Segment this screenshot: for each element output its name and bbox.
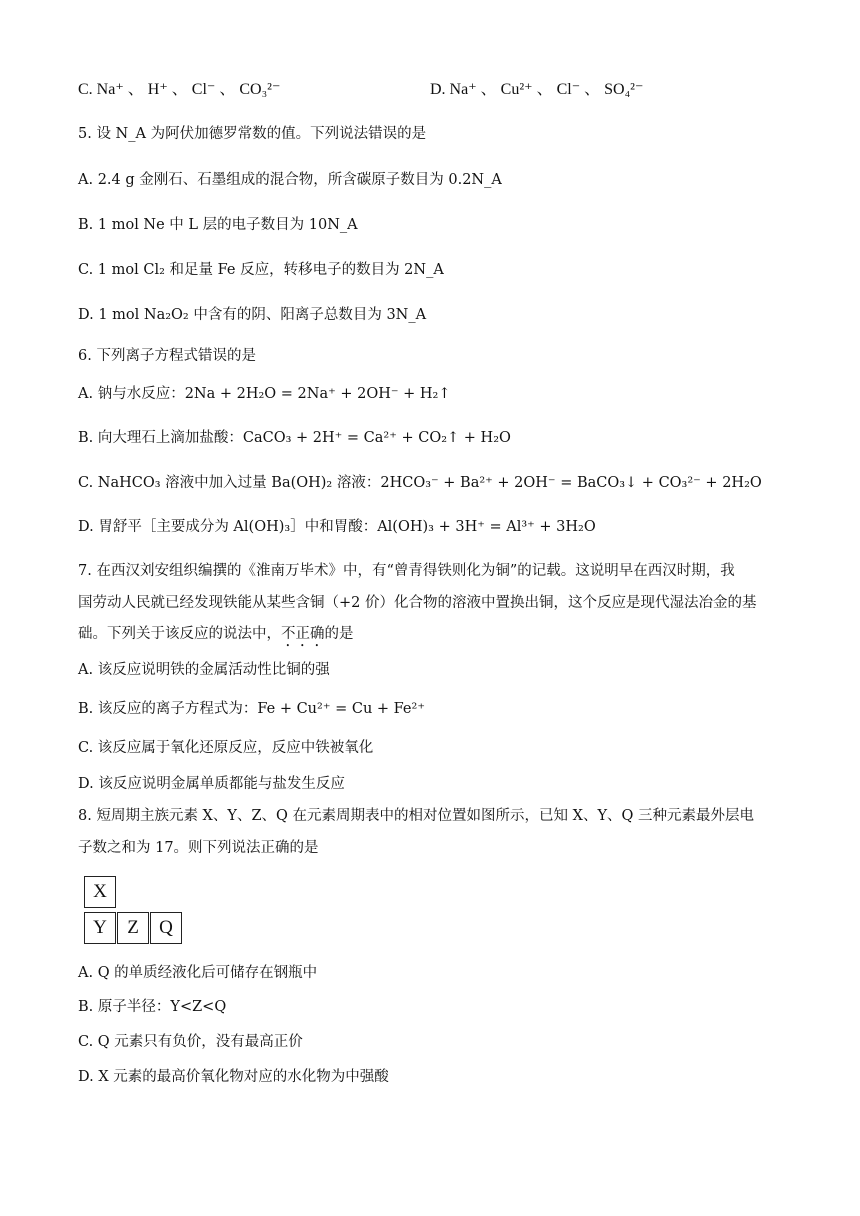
- q7-stem-line3-prefix: 础。下列关于该反应的说法中，: [78, 626, 281, 642]
- q6-option-d: D. 胃舒平［主要成分为 Al(OH)₃］中和胃酸：Al(OH)₃ + 3H⁺ = Al³⁺ + 3H₂O: [78, 519, 596, 535]
- q7-option-b: B. 该反应的离子方程式为：Fe + Cu²⁺ = Cu + Fe²⁺: [78, 701, 425, 717]
- q8-option-b: B. 原子半径：Y<Z<Q: [78, 999, 227, 1015]
- q8-option-a: A. Q 的单质经液化后可储存在钢瓶中: [78, 965, 318, 981]
- q8-stem-line2: 子数之和为 17。则下列说法正确的是: [78, 840, 319, 856]
- q7-option-a: A. 该反应说明铁的金属活动性比铜的强: [78, 662, 330, 678]
- q6-option-c: C. NaHCO₃ 溶液中加入过量 Ba(OH)₂ 溶液：2HCO₃⁻ + Ba²⁺ + 2OH⁻ = BaCO₃↓ + CO₃²⁻ + 2H₂O: [78, 475, 762, 491]
- q5-option-a: A. 2.4 g 金刚石、石墨组成的混合物，所含碳原子数目为 0.2N_A: [78, 172, 502, 188]
- q4-options-row: [78, 80, 644, 100]
- q4-option-d: D. Na⁺ 、 Cu²⁺ 、 Cl⁻ 、 SO₄²⁻: [430, 81, 644, 98]
- q7-stem-line3-suffix: 的是: [324, 626, 354, 642]
- q7-stem-line3: [78, 624, 354, 650]
- q8-option-c: C. Q 元素只有负价，没有最高正价: [78, 1034, 303, 1050]
- q7-emphasis-not-correct: 不正确: [281, 626, 325, 642]
- q7-stem-line1: 7. 在西汉刘安组织编撰的《淮南万毕术》中，有“曾青得铁则化为铜”的记载。这说明早在西汉时期，我: [78, 563, 735, 579]
- q7-stem-line2: 国劳动人民就已经发现铁能从某些含铜（+2 价）化合物的溶液中置换出铜，这个反应是现代湿法冶金的基: [78, 595, 757, 611]
- q5-option-c: C. 1 mol Cl₂ 和足量 Fe 反应，转移电子的数目为 2N_A: [78, 262, 444, 278]
- table-cell-q: Q: [150, 912, 182, 944]
- q6-option-a: A. 钠与水反应：2Na + 2H₂O = 2Na⁺ + 2OH⁻ + H₂↑: [78, 386, 451, 402]
- q7-option-d: D. 该反应说明金属单质都能与盐发生反应: [78, 776, 345, 792]
- q6-option-b: B. 向大理石上滴加盐酸：CaCO₃ + 2H⁺ = Ca²⁺ + CO₂↑ + H₂O: [78, 430, 511, 446]
- q8-stem-line1: 8. 短周期主族元素 X、Y、Z、Q 在元素周期表中的相对位置如图所示，已知 X、Y、Q 三种元素最外层电: [78, 808, 755, 824]
- q7-option-c: C. 该反应属于氧化还原反应，反应中铁被氧化: [78, 740, 374, 756]
- q4-option-c: C. Na⁺ 、 H⁺ 、 Cl⁻ 、 CO₃²⁻: [78, 81, 281, 98]
- q5-option-b: B. 1 mol Ne 中 L 层的电子数目为 10N_A: [78, 217, 358, 233]
- q6-stem: 6. 下列离子方程式错误的是: [78, 348, 256, 364]
- table-cell-y: Y: [84, 912, 116, 944]
- q8-option-d: D. X 元素的最高价氧化物对应的水化物为中强酸: [78, 1069, 389, 1085]
- table-cell-x: X: [84, 876, 116, 908]
- q5-stem: 5. 设 N_A 为阿伏加德罗常数的值。下列说法错误的是: [78, 126, 427, 142]
- table-cell-z: Z: [117, 912, 149, 944]
- q5-option-d: D. 1 mol Na₂O₂ 中含有的阴、阳离子总数目为 3N_A: [78, 307, 427, 323]
